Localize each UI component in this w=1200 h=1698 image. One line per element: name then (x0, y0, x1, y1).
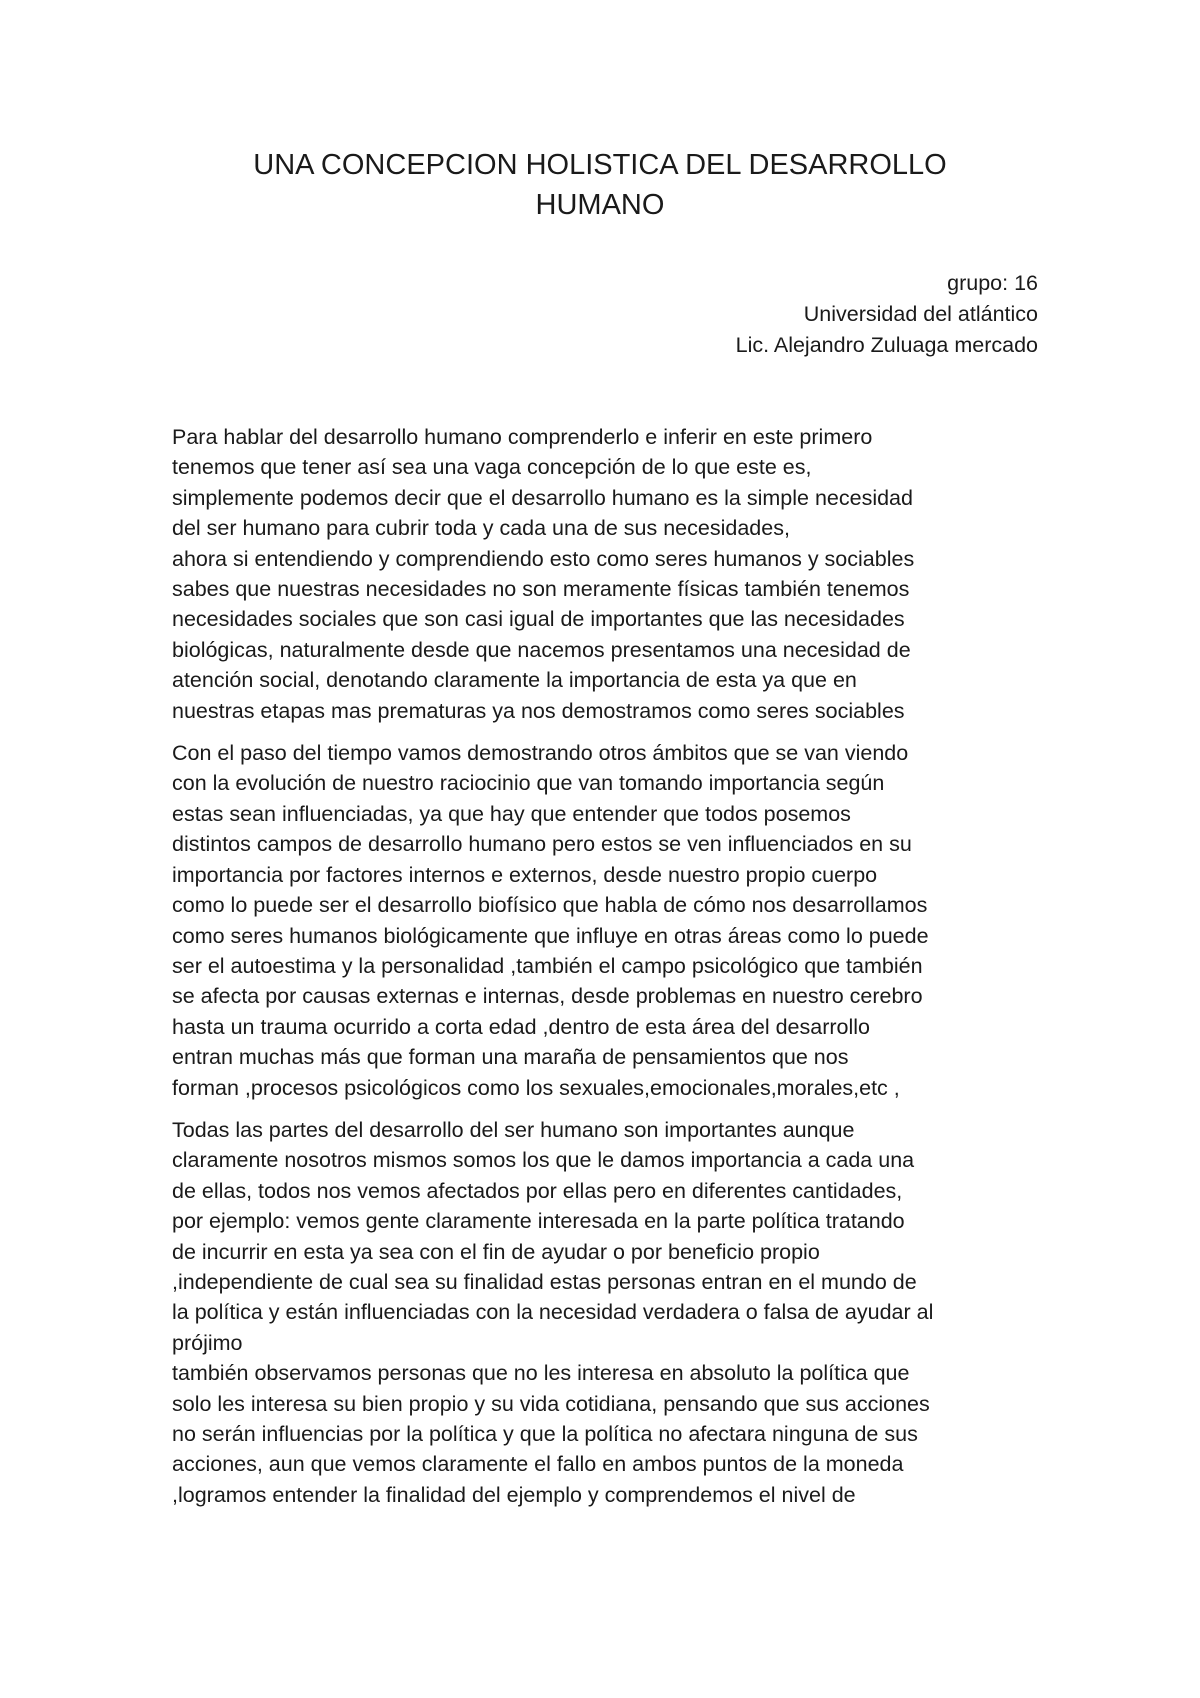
paragraph-line: Todas las partes del desarrollo del ser humano son importantes aunque (172, 1117, 855, 1142)
paragraph-line: no serán influencias por la política y que la política no afectara ninguna de sus (172, 1422, 918, 1446)
paragraph-line: estas sean influenciadas, ya que hay que entender que todos posemos (172, 801, 851, 826)
document-title (120, 145, 1080, 225)
group-label: grupo: 16 (947, 271, 1038, 295)
paragraph-line: también observamos personas que no les interesa en absoluto la política que (172, 1361, 910, 1386)
paragraph (172, 422, 1052, 726)
paragraph-line: ,independiente de cual sea su finalidad estas personas entran en el mundo de (172, 1269, 917, 1294)
paragraph-line: prójimo (172, 1330, 243, 1355)
paragraph-line: entran muchas más que forman una maraña de pensamientos que nos (172, 1045, 849, 1070)
paragraph-line: acciones, aun que vemos claramente el fallo en ambos puntos de la moneda (172, 1452, 904, 1477)
paragraph-line: ,logramos entender la finalidad del ejemplo y comprendemos el nivel de (172, 1482, 856, 1507)
paragraph-line: como lo puede ser el desarrollo biofísico que habla de cómo nos desarrollamos (172, 893, 928, 918)
paragraph-line: necesidades sociales que son casi igual de importantes que las necesidades (172, 607, 905, 632)
paragraph-line: distintos campos de desarrollo humano pero estos se ven influenciados en su (172, 832, 912, 857)
paragraph-line: forman ,procesos psicológicos como los sexuales,emocionales,morales,etc , (172, 1075, 900, 1100)
paragraph (172, 738, 1052, 1103)
paragraph-line: claramente nosotros mismos somos los que le damos importancia a cada una (172, 1148, 915, 1173)
paragraph-line: importancia por factores internos e externos, desde nuestro propio cuerpo (172, 862, 878, 887)
paragraph-line: de ellas, todos nos vemos afectados por ellas pero en diferentes cantidades, (172, 1178, 903, 1203)
paragraph-line: ser el autoestima y la personalidad ,también el campo psicológico que también (172, 953, 923, 978)
author-info-block (600, 268, 1038, 361)
document-body (172, 422, 1052, 1522)
paragraph-line: del ser humano para cubrir toda y cada una de sus necesidades, (172, 516, 790, 541)
paragraph-line: con la evolución de nuestro raciocinio que van tomando importancia según (172, 771, 885, 796)
paragraph-line: atención social, denotando claramente la importancia de esta ya que en (172, 668, 857, 693)
paragraph-line: biológicas, naturalmente desde que nacemos presentamos una necesidad de (172, 637, 911, 662)
paragraph-line: sabes que nuestras necesidades no son meramente físicas también tenemos (172, 577, 910, 602)
paragraph-line: solo les interesa su bien propio y su vida cotidiana, pensando que sus acciones (172, 1391, 930, 1416)
paragraph-line: la política y están influenciadas con la necesidad verdadera o falsa de ayudar al (172, 1300, 934, 1325)
paragraph-line: se afecta por causas externas e internas, desde problemas en nuestro cerebro (172, 984, 923, 1009)
university-label: Universidad del atlántico (803, 302, 1038, 326)
paragraph-line: por ejemplo: vemos gente claramente interesada en la parte política tratando (172, 1209, 905, 1234)
title-line: HUMANO (535, 189, 665, 221)
paragraph-line: ahora si entendiendo y comprendiendo esto como seres humanos y sociables (172, 546, 915, 571)
paragraph-line: tenemos que tener así sea una vaga concepción de lo que este es, (172, 455, 812, 480)
paragraph-line: nuestras etapas mas prematuras ya nos demostramos como seres sociables (172, 698, 905, 723)
paragraph-line: Para hablar del desarrollo humano comprenderlo e inferir en este primero (172, 425, 873, 449)
paragraph-line: como seres humanos biológicamente que influye en otras áreas como lo puede (172, 923, 929, 948)
professor-label: Lic. Alejandro Zuluaga mercado (735, 333, 1038, 357)
title-line: UNA CONCEPCION HOLISTICA DEL DESARROLLO (253, 149, 947, 181)
paragraph-line: hasta un trauma ocurrido a corta edad ,dentro de esta área del desarrollo (172, 1014, 870, 1039)
paragraph (172, 1115, 1052, 1510)
paragraph-line: simplemente podemos decir que el desarrollo humano es la simple necesidad (172, 485, 913, 510)
paragraph-line: Con el paso del tiempo vamos demostrando otros ámbitos que se van viendo (172, 741, 909, 766)
paragraph-line: de incurrir en esta ya sea con el fin de ayudar o por beneficio propio (172, 1239, 820, 1264)
